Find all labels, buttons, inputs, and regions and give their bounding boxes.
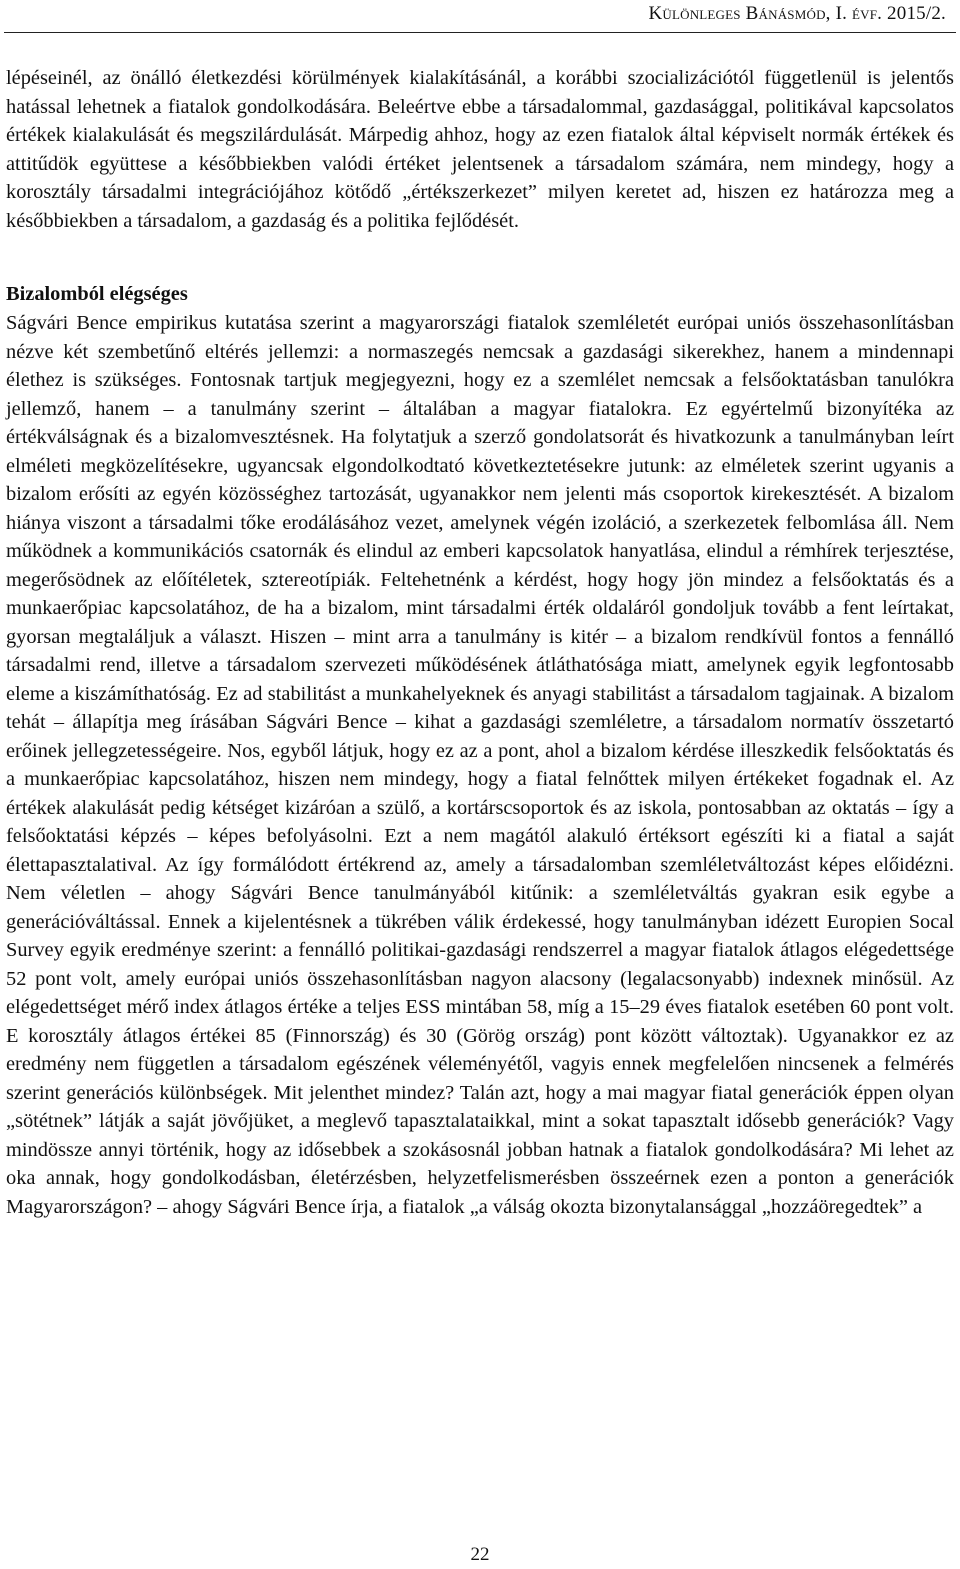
- intro-paragraph: lépéseinél, az önálló életkezdési körülmények kialakításánál, a korábbi szocializációtól függetlenül is jelentős hatással lehetnek a fiatalok gondolkodására. Beleértve ebbe a társadalommal, gazdasággal, politikával kapcsolatos értékek kialakulását és megszilárdulását. Márpedig ahhoz, hogy az ezen fiatalok által képviselt normák értékek és attitűdök együttese a későbbiekben valódi értéket jelentsenek a társadalom számára, nem mindegy, hogy a korosztály társadalmi integrációjához kötődő „értékszerkezet” milyen keretet ad, hiszen ez határozza meg a későbbiekben a társadalom, a gazdaság és a politika fejlődését.: [6, 67, 954, 232]
- section-heading: Bizalomból elégséges: [6, 283, 188, 305]
- header-divider: [4, 32, 956, 33]
- main-paragraph: Ságvári Bence empirikus kutatása szerint a magyarországi fiatalok szemléletét európai uniós összehasonlításban nézve két szembetűnő eltérés jellemzi: a normaszegés nemcsak a gazdasági sikerekhez, hanem a mindennapi élethez is szükséges. Fontosnak tartjuk megjegyezni, hogy ez a szemlélet nemcsak a felsőoktatásban tanulókra jellemző, hanem – a tanulmány szerint – általában a magyar fiatalokra. Ez egyértelmű bizonyítéka az értékválságnak és a bizalomvesztésnek. Ha folytatjuk a szerző gondolatsorát és hivatkozunk a tanulmányban leírt elméleti megközelítésekre, ugyancsak elgondolkodtató következtetésekre jutunk: az elméletek szerint ugyanis a bizalom erősíti az egyén közösséghez tartozását, ugyanakkor nem jelenti más csoportok kirekesztését. A bizalom hiánya viszont a társadalmi tőke erodálásához vezet, amelynek végén izoláció, a szerkezetek felbomlása áll. Nem működnek a kommunikációs csatornák és elindul az emberi kapcsolatok hanyatlása, elindul a rémhírek terjesztése, megerősödnek az előítéletek, sztereotípiák. Feltehetnénk a kérdést, hogy hogy jön mindez a felsőoktatás és a munkaerőpiac kapcsolatához, de ha a bizalom, mint társadalmi érték oldaláról gondoljuk tovább a fent leírtakat, gyorsan megtaláljuk a választ. Hiszen – mint arra a tanulmány is kitér – a bizalom rendkívül fontos a fennálló társadalmi rend, illetve a társadalom szervezeti működésének átláthatósága miatt, amelynek egyik legfontosabb eleme a kiszámíthatóság. Ez ad stabilitást a munkahelyeknek és anyagi stabilitást a társadalom tagjainak. A bizalom tehát – állapítja meg írásában Ságvári Bence – kihat a gazdasági szemléletre, a társadalom normatív összetartó erőinek jellegzetességeire. Nos, egyből látjuk, hogy ez az a pont, ahol a bizalom kérdése illeszkedik felsőoktatás és a munkaerőpiac kapcsolatához, hiszen nem mindegy, hogy a fiatal felnőttek milyen értékeket fogadnak el. Az értékek alakulását pedig kétséget kizáróan a szülő, a kortárscsoportok és az iskola, pontosabban az oktatás – így a felsőoktatási képzés – képes befolyásolni. Ezt a nem magától alakuló értéksort egészíti ki a fiatal a saját élettapasztalatival. Az így formálódott értékrend az, amely a társadalomban szemléletváltozást képes előidézni. Nem véletlen – ahogy Ságvári Bence tanulmányából kitűnik: a szemléletváltás gyakran esik egybe a generációváltással. Ennek a kijelentésnek a tükrében válik érdekessé, hogy tanulmányban idézett Europien Socal Survey egyik eredménye szerint: a fennálló politikai-gazdasági rendszerrel a magyar fiatalok átlagos elégedettsége 52 pont volt, amely európai uniós összehasonlításban nagyon alacsony (legalacsonyabb) indexnek minősül. Az elégedettséget mérő index átlagos értéke a teljes ESS mintában 58, míg a 15–29 éves fiatalok esetében 60 pont volt. E korosztály átlagos értékei 85 (Finnország) és 30 (Görög ország) pont között változtak). Ugyanakkor ez az eredmény nem független a társadalom egészének véleményétől, vagyis ennek megfelelően nincsenek a felmérés szerint generációs különbségek. Mit jelenthet mindez? Talán azt, hogy a mai magyar fiatal generációk éppen olyan „sötétnek” látják a saját jövőjüket, a meglevő tapasztalataikkal, mint a sokat tapasztalt idősebb generációk? Vagy mindössze annyi történik, hogy az idősebbek a szokásosnál jobban hatnak a fiatalok gondolkodására? Mi lehet az oka annak, hogy gondolkodásban, életérzésben, helyzetfelismerésben összeérnek ezen a ponton a generációk Magyarországon? – ahogy Ságvári Bence írja, a fiatalok „a válság okozta bizonytalansággal „hozzáöregedtek” a: [6, 312, 954, 1218]
- page-number: 22: [470, 1544, 490, 1565]
- running-header: Különleges Bánásmód, I. évf. 2015/2.: [648, 3, 946, 24]
- page-body: [6, 64, 954, 1221]
